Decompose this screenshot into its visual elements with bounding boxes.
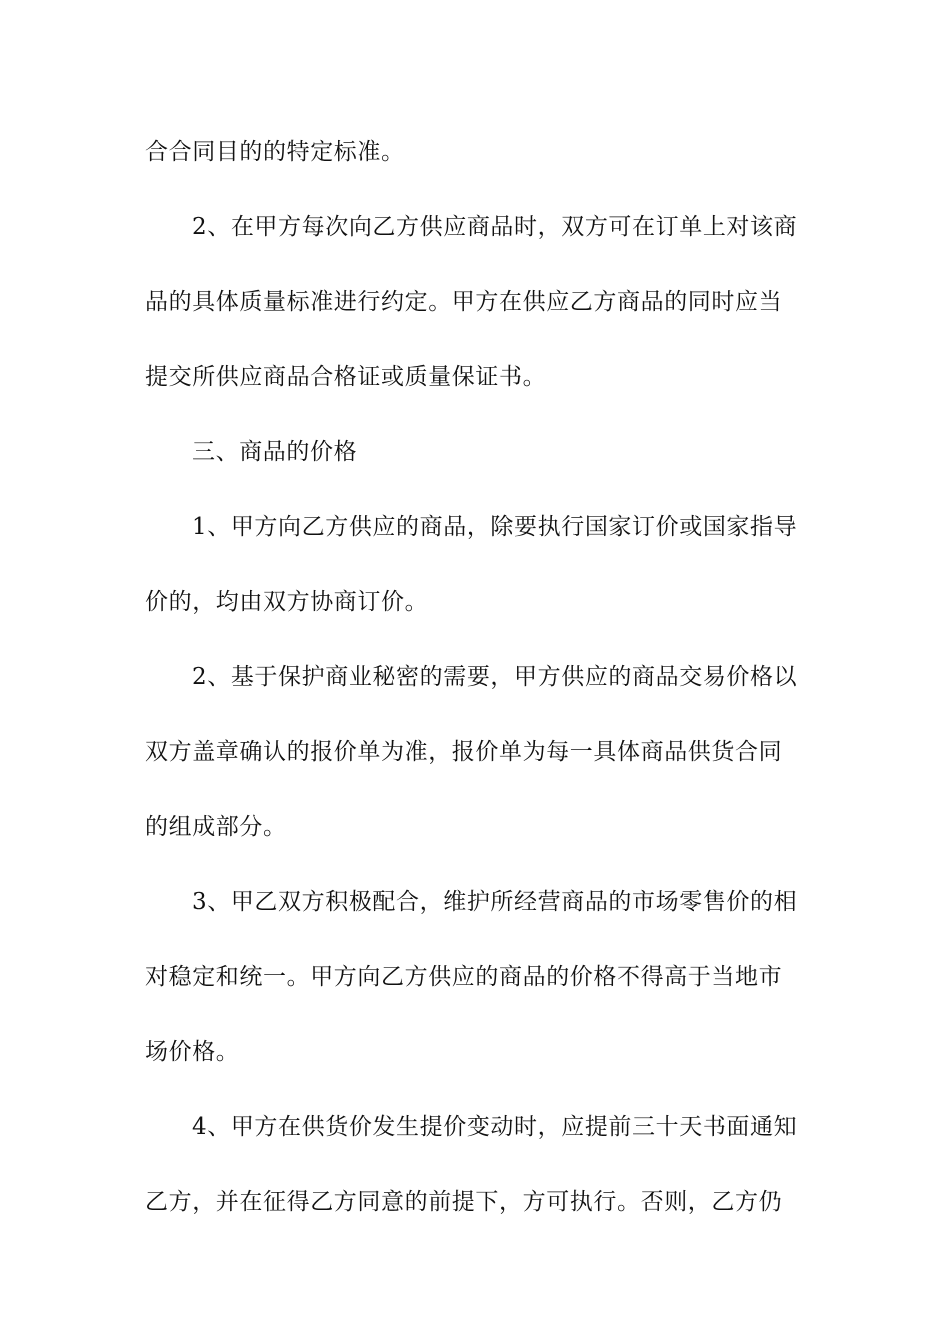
body-text-line: 的组成部分。 xyxy=(145,814,287,840)
paragraph-line: 2、在甲方每次向乙方供应商品时，双方可在订单上对该商 xyxy=(192,214,798,240)
body-text-line: 品的具体质量标准进行约定。甲方在供应乙方商品的同时应当 xyxy=(145,289,783,315)
body-text-line: 对稳定和统一。甲方向乙方供应的商品的价格不得高于当地市 xyxy=(145,964,783,990)
paragraph-line: 4、甲方在供货价发生提价变动时，应提前三十天书面通知 xyxy=(192,1114,798,1140)
body-text-line: 乙方，并在征得乙方同意的前提下，方可执行。否则，乙方仍 xyxy=(145,1189,783,1215)
paragraph-line: 2、基于保护商业秘密的需要，甲方供应的商品交易价格以 xyxy=(192,664,798,690)
body-text-line: 提交所供应商品合格证或质量保证书。 xyxy=(145,364,547,390)
paragraph-line: 3、甲乙双方积极配合，维护所经营商品的市场零售价的相 xyxy=(192,889,798,915)
paragraph-line: 1、甲方向乙方供应的商品，除要执行国家订价或国家指导 xyxy=(192,514,798,540)
body-text-line: 场价格。 xyxy=(145,1039,240,1065)
body-text-line: 合合同目的的特定标准。 xyxy=(145,139,405,165)
section-heading: 三、商品的价格 xyxy=(192,439,358,465)
body-text-line: 价的，均由双方协商订价。 xyxy=(145,589,429,615)
body-text-line: 双方盖章确认的报价单为准，报价单为每一具体商品供货合同 xyxy=(145,739,783,765)
